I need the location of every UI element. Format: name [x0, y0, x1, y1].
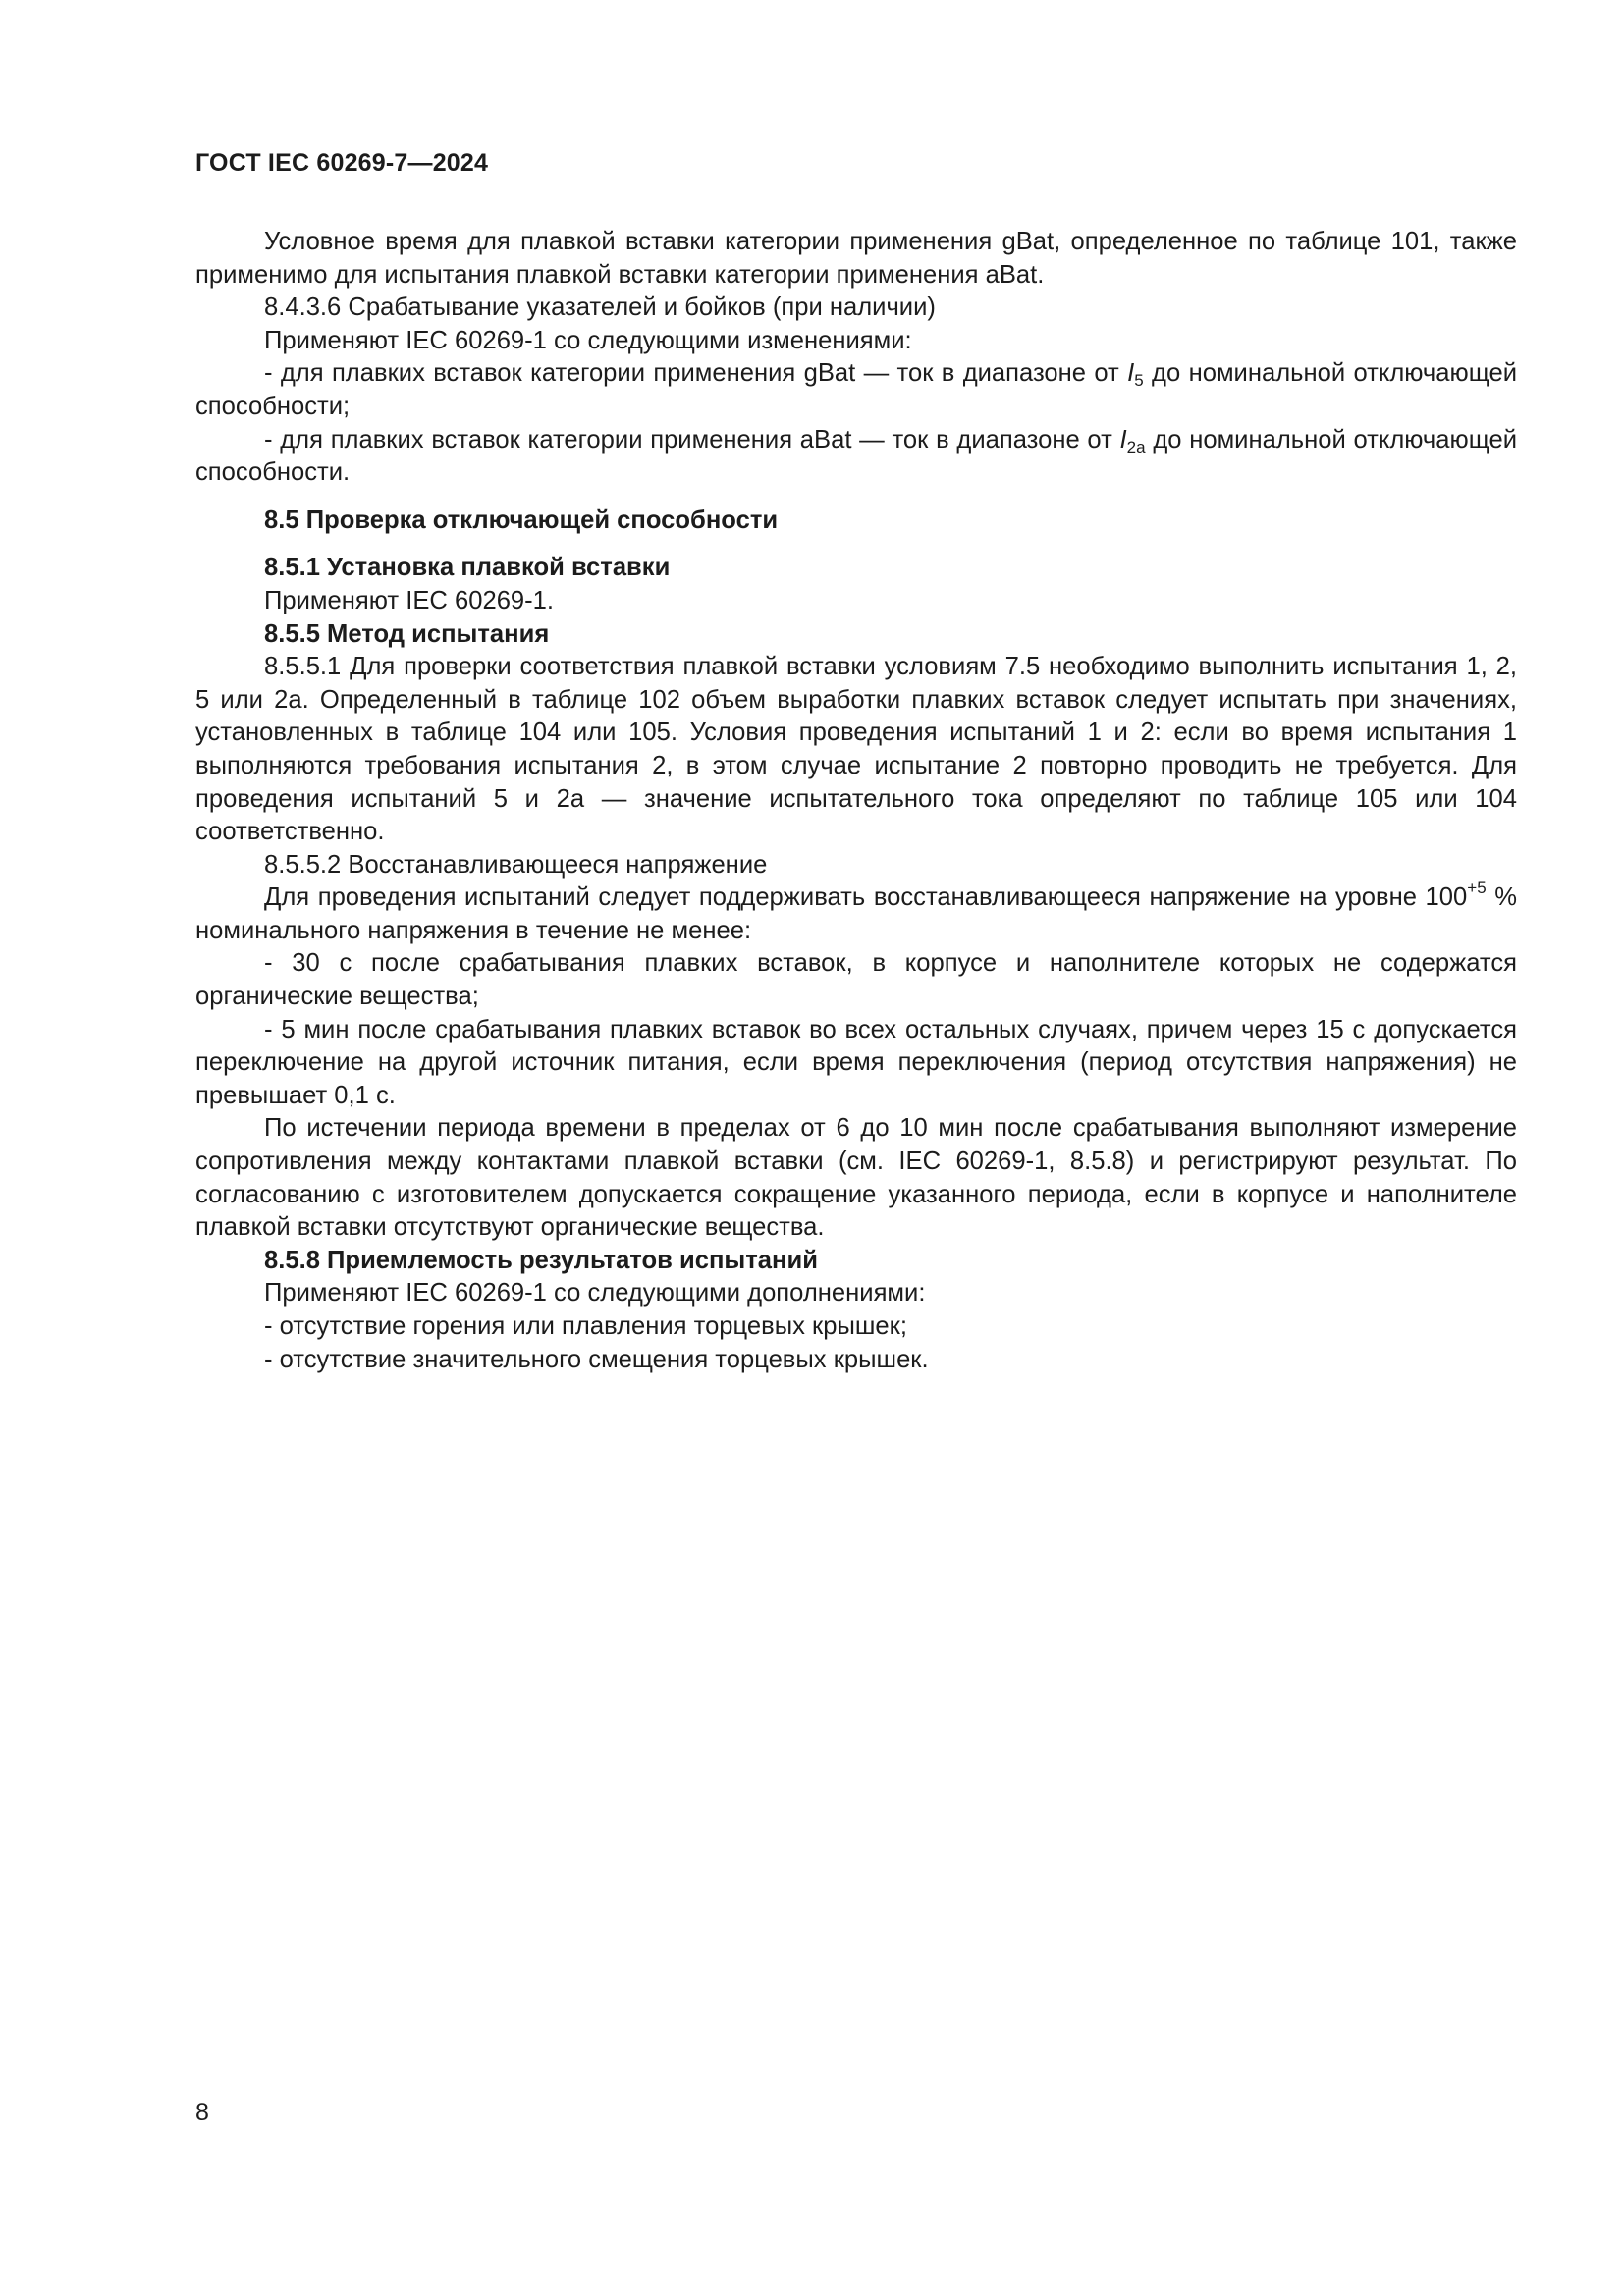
- section-8-5-8-heading: 8.5.8 Приемлемость результатов испытаний: [264, 1246, 818, 1274]
- list-item-5min: - 5 мин после срабатывания плавких вставок во всех остальных случаях, причем через 15 с допускается переключение на другой источник питания, если время переключения (период отсутствия напряжения) не превышает 0,1 с.: [195, 1015, 1517, 1109]
- section-8-5-heading: 8.5 Проверка отключающей способности: [264, 506, 779, 534]
- list-item-30s: - 30 с после срабатывания плавких вставок, в корпусе и наполнителе которых не содержатся органические вещества;: [195, 949, 1517, 1011]
- paragraph-recovery-voltage: Для проведения испытаний следует поддерживать восстанавливающееся напряжение на уровне $100^{+5}$ % номинального напряжения в течение не менее:: [195, 879, 1517, 944]
- page-number: 8: [195, 2099, 209, 2126]
- clause-8-5-5-1-text: 8.5.5.1 Для проверки соответствия плавкой вставки условиям 7.5 необходимо выполнить испытания 1, 2, 5 или 2a. Определенный в таблице 102 объем выработки плавких вставок следует испытать при значениях, установленных в таблице 104 или 105. Условия проведения испытаний 1 и 2: если во время испытания 1 выполняются требования испытания 2, в этом случае испытание 2 повторно проводить не требуется. Для проведения испытаний 5 и 2a — значение испытательного тока определяют по таблице 105 или 104 соответственно.: [195, 653, 1517, 846]
- clause-8-4-3-6-title: 8.4.3.6 Срабатывание указателей и бойков (при наличии): [264, 294, 936, 322]
- paragraph-apply-changes: Применяют IEC 60269-1 со следующими изменениями:: [264, 326, 912, 354]
- paragraph-apply-iec: Применяют IEC 60269-1.: [264, 586, 555, 614]
- list-item-no-burning: - отсутствие горения или плавления торцевых крышек;: [264, 1312, 907, 1340]
- document-body: [195, 226, 1517, 1376]
- section-8-5-5-heading: 8.5.5 Метод испытания: [264, 619, 550, 648]
- paragraph-resistance-measurement: По истечении периода времени в пределах от 6 до 10 мин после срабатывания выполняют измерение сопротивления между контактами плавкой вставки (см. IEC 60269-1, 8.5.8) и регистрируют результат. По согласованию с изготовителем допускается сокращение указанного периода, если в корпусе и наполнителе плавкой вставки отсутствуют органические вещества.: [195, 1114, 1517, 1242]
- document-header: ГОСТ IEC 60269-7—2024: [195, 149, 489, 177]
- paragraph-conventional-time: Условное время для плавкой вставки категории применения gBat, определенное по таблице 101, также применимо для испытания плавкой вставки категории применения aBat.: [195, 228, 1517, 289]
- section-8-5-1-heading: 8.5.1 Установка плавкой вставки: [264, 554, 671, 582]
- list-item-abat-current: - для плавких вставок категории применения aBat — ток в диапазоне от $I_{2a}$ до номинальной отключающей способности.: [195, 425, 1517, 487]
- paragraph-apply-additions: Применяют IEC 60269-1 со следующими дополнениями:: [264, 1279, 926, 1308]
- list-item-gbat-current: - для плавких вставок категории применения gBat — ток в диапазоне от $I_5$ до номинальной отключающей способности;: [195, 359, 1517, 420]
- clause-8-5-5-2-title: 8.5.5.2 Восстанавливающееся напряжение: [264, 850, 768, 879]
- list-item-no-displacement: - отсутствие значительного смещения торцевых крышек.: [264, 1345, 929, 1373]
